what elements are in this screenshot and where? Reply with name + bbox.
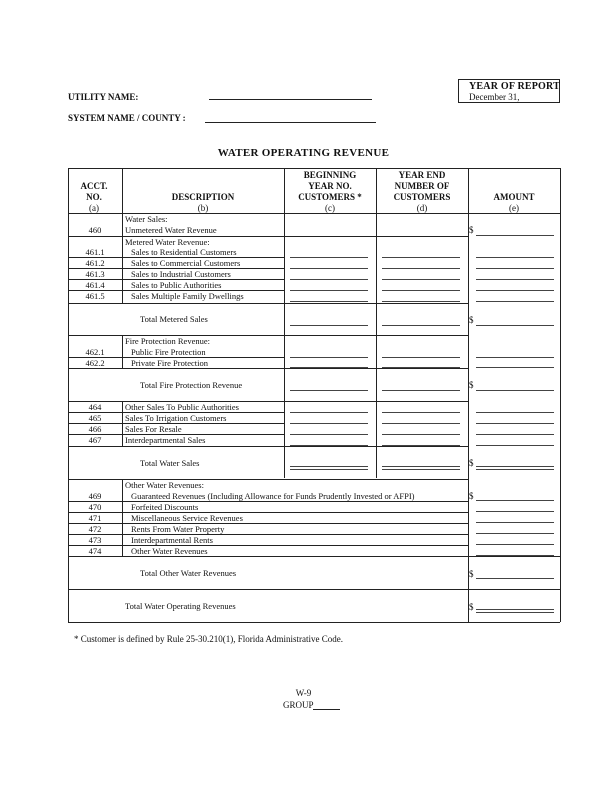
amount-462-2[interactable] — [476, 367, 554, 368]
acct-462-2: 462.2 — [85, 358, 105, 368]
begin-cust-461-2[interactable] — [290, 268, 368, 269]
group-label: GROUP — [283, 700, 314, 710]
total-water-sales-begin[interactable] — [290, 466, 368, 470]
amount-462-1[interactable] — [476, 357, 554, 358]
section-water-sales: Water Sales: — [125, 214, 168, 224]
total-fire-begin[interactable] — [290, 390, 368, 391]
begin-cust-461-5[interactable] — [290, 301, 368, 302]
amount-471[interactable] — [476, 522, 554, 523]
acct-471: 471 — [88, 513, 102, 523]
total-metered-begin[interactable] — [290, 325, 368, 326]
acct-466: 466 — [88, 424, 102, 434]
total-other-label: Total Other Water Revenues — [140, 568, 237, 578]
section-fire: Fire Protection Revenue: — [125, 336, 210, 346]
dollar-sign: $ — [469, 380, 474, 390]
desc-471: Miscellaneous Service Revenues — [131, 513, 243, 523]
acct-461-2: 461.2 — [85, 258, 105, 268]
year-of-report-label: YEAR OF REPORT — [469, 81, 560, 92]
desc-470: Forfeited Discounts — [131, 502, 199, 512]
acct-461-1: 461.1 — [85, 247, 105, 257]
amount-474[interactable] — [476, 555, 554, 556]
amount-461-1[interactable] — [476, 257, 554, 258]
desc-464: Other Sales To Public Authorities — [125, 402, 239, 412]
page-title: WATER OPERATING REVENUE — [217, 147, 390, 159]
header-acct: ACCT. NO. (a) — [80, 181, 108, 213]
dollar-sign: $ — [469, 569, 474, 579]
amount-461-5[interactable] — [476, 301, 554, 302]
total-metered-end[interactable] — [382, 325, 460, 326]
begin-cust-466[interactable] — [290, 434, 368, 435]
acct-469: 469 — [88, 491, 102, 501]
begin-cust-462-1[interactable] — [290, 357, 368, 358]
total-fire-end[interactable] — [382, 390, 460, 391]
end-cust-461-5[interactable] — [382, 301, 460, 302]
amount-469[interactable] — [476, 500, 554, 501]
acct-467: 467 — [88, 435, 102, 445]
acct-461-4: 461.4 — [85, 280, 105, 290]
desc-466: Sales For Resale — [125, 424, 182, 434]
end-cust-466[interactable] — [382, 434, 460, 435]
header-year-end-customers: YEAR END NUMBER OF CUSTOMERS (d) — [393, 170, 451, 213]
desc-460: Unmetered Water Revenue — [125, 225, 217, 235]
amount-473[interactable] — [476, 544, 554, 545]
acct-470: 470 — [88, 502, 102, 512]
header-description: DESCRIPTION (b) — [171, 192, 235, 213]
total-fire-amount[interactable] — [476, 390, 554, 391]
amount-460[interactable] — [476, 235, 554, 236]
section-metered: Metered Water Revenue: — [125, 237, 210, 247]
section-other: Other Water Revenues: — [125, 480, 204, 490]
acct-473: 473 — [88, 535, 102, 545]
begin-cust-461-3[interactable] — [290, 279, 368, 280]
group-field[interactable] — [313, 709, 340, 710]
header-amount: AMOUNT (e) — [493, 192, 535, 213]
amount-472[interactable] — [476, 533, 554, 534]
dollar-sign: $ — [469, 491, 474, 501]
amount-461-4[interactable] — [476, 290, 554, 291]
end-cust-464[interactable] — [382, 412, 460, 413]
end-cust-461-4[interactable] — [382, 290, 460, 291]
desc-461-4: Sales to Public Authorities — [131, 280, 222, 290]
year-of-report-date: December 31, — [469, 92, 520, 102]
system-name-label: SYSTEM NAME / COUNTY : — [68, 113, 186, 123]
total-operating-label: Total Water Operating Revenues — [125, 601, 236, 611]
acct-465: 465 — [88, 413, 102, 423]
end-cust-467[interactable] — [382, 445, 460, 446]
end-cust-461-2[interactable] — [382, 268, 460, 269]
acct-461-5: 461.5 — [85, 291, 105, 301]
total-other-amount[interactable] — [476, 578, 554, 579]
desc-469: Guaranteed Revenues (Including Allowance for Funds Prudently Invested or AFPI) — [131, 491, 415, 501]
end-cust-465[interactable] — [382, 423, 460, 424]
dollar-sign: $ — [469, 315, 474, 325]
acct-472: 472 — [88, 524, 102, 534]
dollar-sign: $ — [469, 225, 474, 235]
desc-473: Interdepartmental Rents — [131, 535, 213, 545]
total-metered-label: Total Metered Sales — [140, 314, 208, 324]
begin-cust-467[interactable] — [290, 445, 368, 446]
end-cust-462-1[interactable] — [382, 357, 460, 358]
end-cust-461-3[interactable] — [382, 279, 460, 280]
end-cust-461-1[interactable] — [382, 257, 460, 258]
amount-464[interactable] — [476, 412, 554, 413]
desc-472: Rents From Water Property — [131, 524, 225, 534]
dollar-sign: $ — [469, 602, 474, 612]
acct-461-3: 461.3 — [85, 269, 105, 279]
amount-466[interactable] — [476, 434, 554, 435]
acct-464: 464 — [88, 402, 102, 412]
total-water-sales-amount[interactable] — [476, 466, 554, 470]
header-beginning-customers: BEGINNING YEAR NO. CUSTOMERS * (c) — [298, 170, 362, 213]
total-fire-label: Total Fire Protection Revenue — [140, 380, 243, 390]
begin-cust-461-4[interactable] — [290, 290, 368, 291]
desc-461-1: Sales to Residential Customers — [131, 247, 237, 257]
total-water-sales-end[interactable] — [382, 466, 460, 470]
desc-467: Interdepartmental Sales — [125, 435, 206, 445]
amount-470[interactable] — [476, 511, 554, 512]
footnote: * Customer is defined by Rule 25-30.210(1), Florida Administrative Code. — [74, 634, 343, 644]
desc-474: Other Water Revenues — [131, 546, 208, 556]
desc-462-1: Public Fire Protection — [131, 347, 206, 357]
begin-cust-464[interactable] — [290, 412, 368, 413]
acct-460: 460 — [88, 225, 102, 235]
total-operating-amount[interactable] — [476, 609, 554, 613]
total-metered-amount[interactable] — [476, 325, 554, 326]
page-id: W-9 — [295, 688, 312, 698]
begin-cust-465[interactable] — [290, 423, 368, 424]
amount-465[interactable] — [476, 423, 554, 424]
dollar-sign: $ — [469, 458, 474, 468]
desc-461-5: Sales Multiple Family Dwellings — [131, 291, 244, 301]
amount-461-2[interactable] — [476, 268, 554, 269]
utility-name-label: UTILITY NAME: — [68, 92, 139, 102]
acct-474: 474 — [88, 546, 102, 556]
begin-cust-461-1[interactable] — [290, 257, 368, 258]
amount-467[interactable] — [476, 445, 554, 446]
begin-cust-462-2[interactable] — [290, 367, 368, 368]
acct-462-1: 462.1 — [85, 347, 105, 357]
desc-461-2: Sales to Commercial Customers — [131, 258, 241, 268]
amount-461-3[interactable] — [476, 279, 554, 280]
desc-462-2: Private Fire Protection — [131, 358, 208, 368]
desc-461-3: Sales to Industrial Customers — [131, 269, 231, 279]
desc-465: Sales To Irrigation Customers — [125, 413, 227, 423]
total-water-sales-label: Total Water Sales — [140, 458, 200, 468]
end-cust-462-2[interactable] — [382, 367, 460, 368]
